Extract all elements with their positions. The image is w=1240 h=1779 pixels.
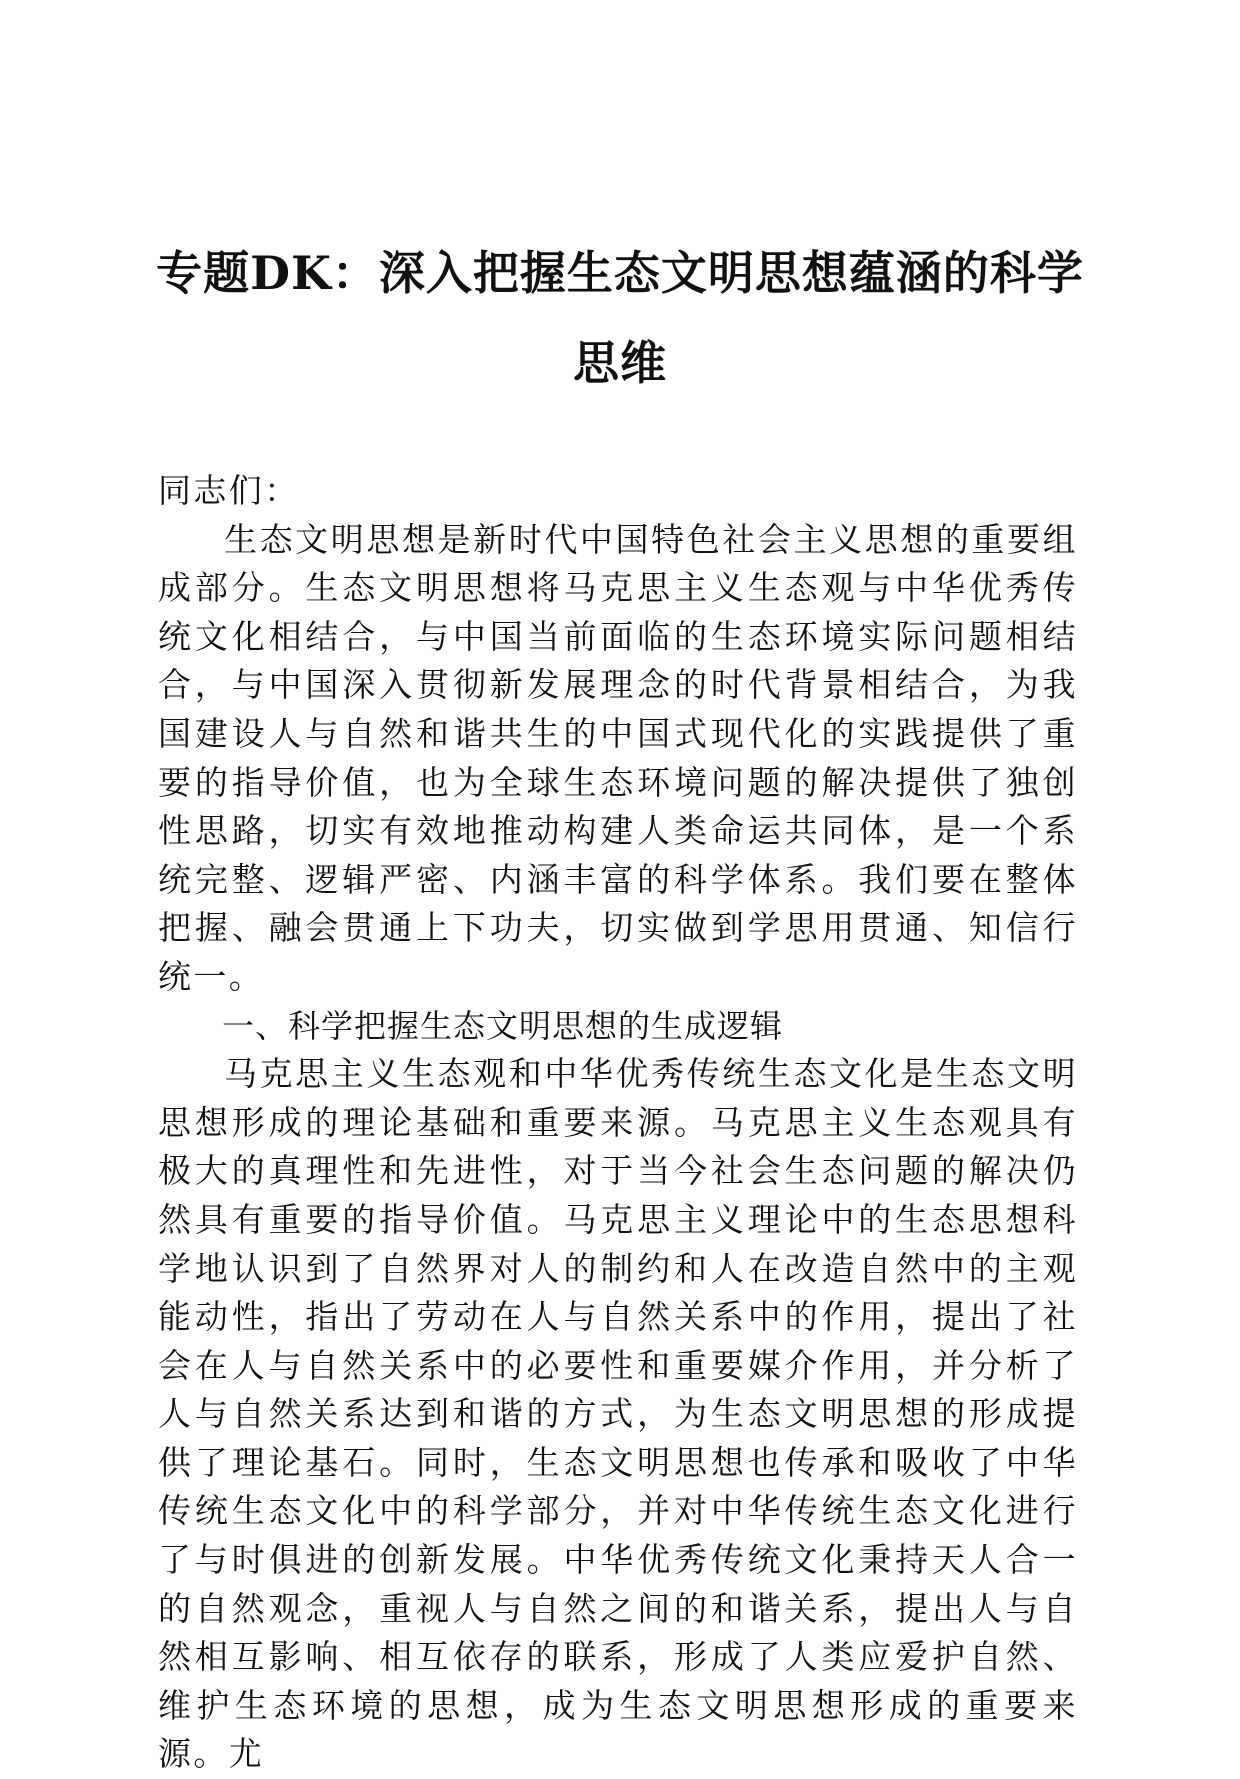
paragraph-section-1: 马克思主义生态观和中华优秀传统生态文化是生态文明思想形成的理论基础和重要来源。马克思主义生态观具有极大的真理性和先进性，对于当今社会生态问题的解决仍然具有重要的指导价值。马克思主义理论中的生态思想科学地认识到了自然界对人的制约和人在改造自然中的主观能动性，指出了劳动在人与自然关系中的作用，提出了社会在人与自然关系中的必要性和重要媒介作用，并分析了人与自然关系达到和谐的方式，为生态文明思想的形成提供了理论基石。同时，生态文明思想也传承和吸收了中华传统生态文化中的科学部分，并对中华传统生态文化进行了与时俱进的创新发展。中华优秀传统文化秉持天人合一的自然观念，重视人与自然之间的和谐关系，提出人与自然相互影响、相互依存的联系，形成了人类应爱护自然、维护生态环境的思想，成为生态文明思想形成的重要来源。尤 (158, 1054, 1078, 1774)
salutation: 同志们： (158, 471, 300, 510)
title-line-1: 专题DK：深入把握生态文明思想蕴涵的科学 (156, 246, 1084, 300)
document-body (158, 467, 1078, 1779)
paragraph-intro: 生态文明思想是新时代中国特色社会主义思想的重要组成部分。生态文明思想将马克思主义生态观与中华优秀传统文化相结合，与中国当前面临的生态环境实际问题相结合，与中国深入贯彻新发展理念的时代背景相结合，为我国建设人与自然和谐共生的中国式现代化的实践提供了重要的指导价值，也为全球生态环境问题的解决提供了独创性思路，切实有效地推动构建人类命运共同体，是一个系统完整、逻辑严密、内涵丰富的科学体系。我们要在整体把握、融会贯通上下功夫，切实做到学思用贯通、知信行统一。 (158, 519, 1078, 996)
title-line-2: 思维 (573, 336, 667, 390)
document-title (150, 228, 1090, 408)
section-heading-1: 一、科学把握生态文明思想的生成逻辑 (222, 1006, 784, 1045)
